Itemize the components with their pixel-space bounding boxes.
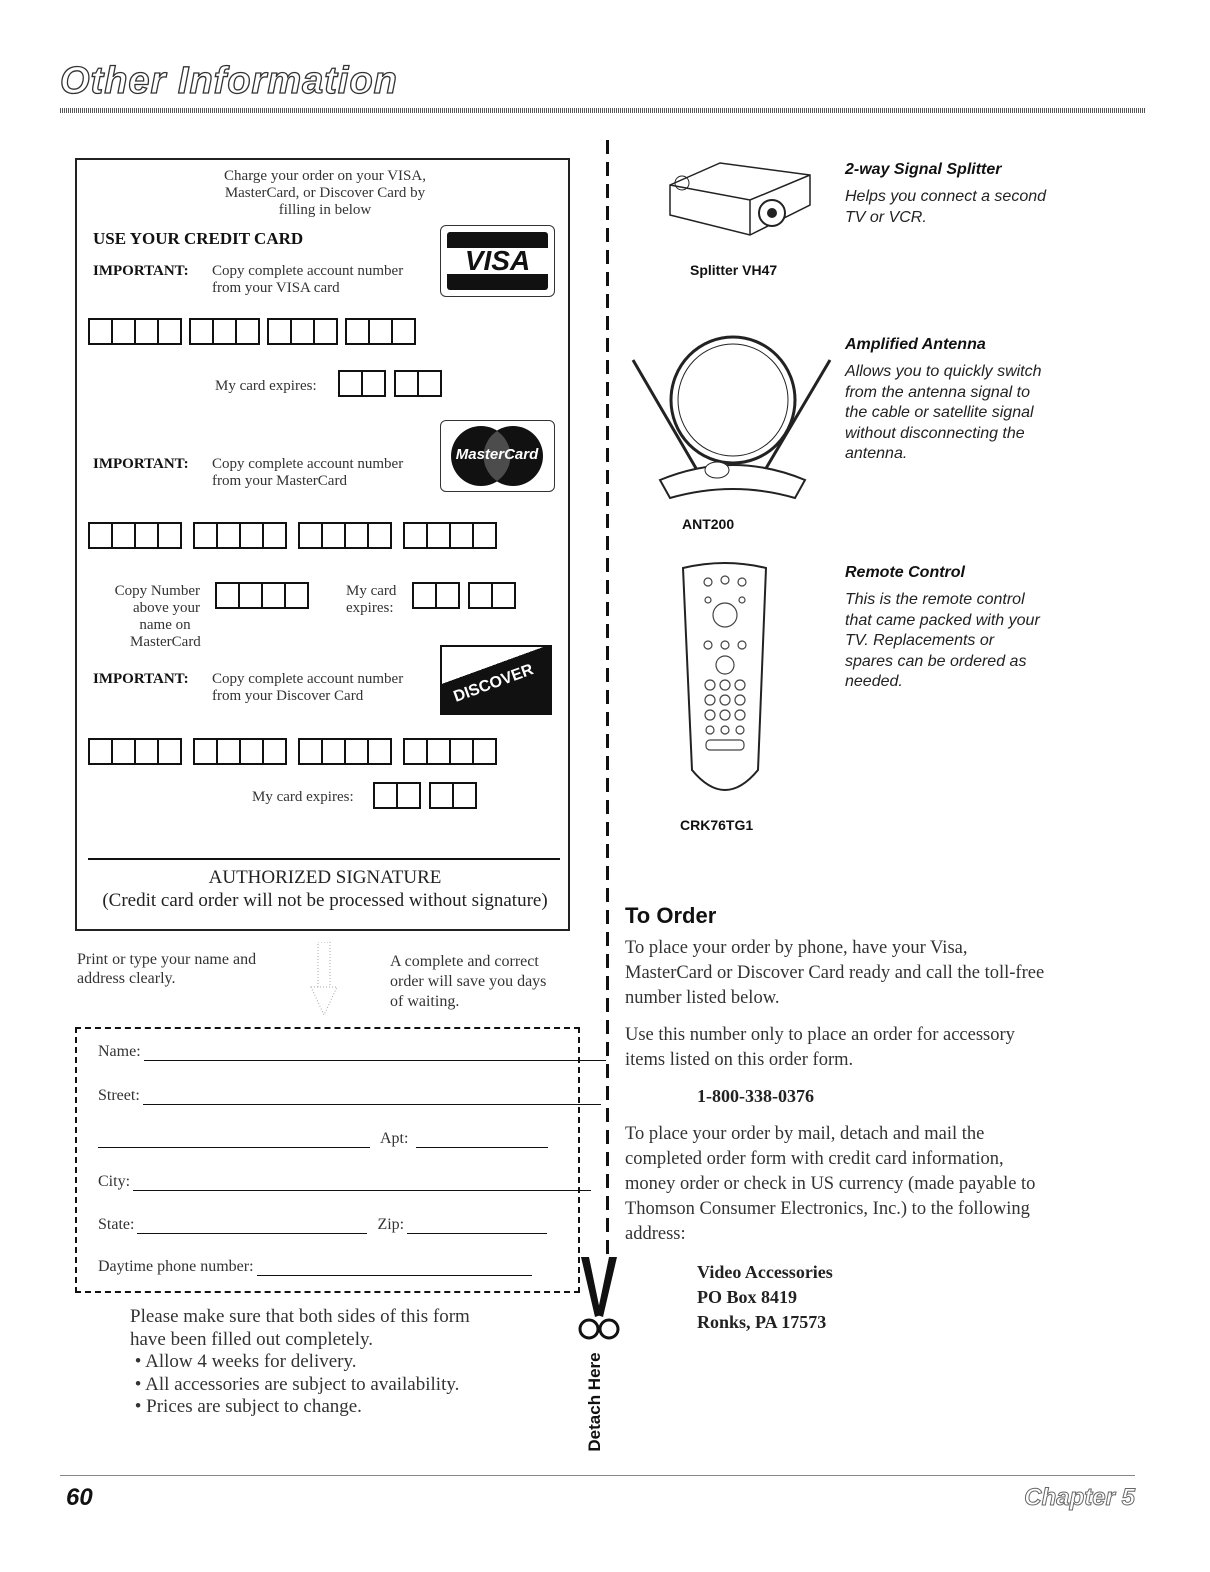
bullet-text: Allow 4 weeks for delivery. (145, 1351, 357, 1372)
usage-paragraph (625, 1023, 1015, 1073)
text-line: from your VISA card (212, 280, 340, 296)
product-description (845, 590, 1040, 693)
field-label: Zip: (377, 1216, 405, 1233)
bullet-item: • Prices are subject to change. (130, 1396, 362, 1417)
chapter-label: Chapter 5 (1024, 1484, 1135, 1511)
signature-note: (Credit card order will not be processed without signature) (102, 890, 548, 911)
splitter-image (660, 145, 830, 245)
digit-box[interactable] (111, 738, 136, 765)
text-line: above your (132, 600, 200, 616)
text-line: To place your order by mail, detach and mail the (625, 1124, 985, 1144)
discover-account-number[interactable] (88, 738, 508, 765)
mastercard-expiry[interactable] (412, 582, 524, 609)
phone-field[interactable] (98, 1258, 532, 1276)
text-line: PO Box 8419 (697, 1287, 798, 1307)
digit-box[interactable] (472, 522, 497, 549)
text-line: TV. Replacements or (845, 632, 995, 649)
text-line: Copy complete account number (212, 263, 404, 279)
product-description (845, 187, 1046, 228)
digit-group (345, 318, 414, 345)
digit-box[interactable] (134, 522, 159, 549)
bullet-text: All accessories are subject to availability. (145, 1373, 460, 1395)
digit-box[interactable] (298, 738, 323, 765)
digit-group (403, 738, 495, 765)
digit-box[interactable] (189, 318, 214, 345)
visa-account-number[interactable] (88, 318, 423, 345)
important-label: IMPORTANT: (93, 671, 189, 687)
text-line: Print or type your name and (77, 951, 257, 968)
digit-box[interactable] (452, 782, 477, 809)
text-line: number listed below. (625, 988, 780, 1008)
digit-group (394, 370, 440, 397)
street-input[interactable] (143, 1103, 601, 1105)
signature-line[interactable] (88, 858, 560, 860)
digit-group (403, 522, 495, 549)
field-label: Apt: (380, 1130, 409, 1147)
mastercard-logo (440, 420, 555, 492)
text-line: from your MasterCard (212, 473, 347, 489)
digit-box[interactable] (344, 738, 369, 765)
digit-box[interactable] (88, 522, 113, 549)
digit-box[interactable] (88, 738, 113, 765)
street2-input[interactable] (98, 1146, 370, 1148)
digit-box[interactable] (449, 738, 474, 765)
my-card-expires-label (346, 583, 396, 617)
intro-line: Charge your order on your VISA, (224, 168, 426, 184)
text-line: Thomson Consumer Electronics, Inc.) to the following (625, 1199, 1030, 1219)
address-form (75, 1027, 580, 1293)
text-line: Copy Number (114, 583, 200, 599)
text-line: This is the remote control (845, 591, 1025, 608)
text-line: antenna. (845, 445, 908, 462)
page-title: Other Information (60, 60, 398, 102)
field-label: Name: (98, 1043, 141, 1060)
name-input[interactable] (144, 1059, 606, 1061)
down-arrow-icon (310, 942, 338, 1017)
digit-box[interactable] (238, 582, 263, 609)
digit-box[interactable] (417, 370, 442, 397)
text-line: Allows you to quickly switch (845, 363, 1042, 380)
digit-box[interactable] (321, 522, 346, 549)
digit-box[interactable] (216, 522, 241, 549)
discover-logo-text: DISCOVER (451, 661, 536, 706)
mastercard-instructions (212, 456, 403, 490)
visa-logo (440, 225, 555, 297)
digit-box[interactable] (373, 782, 398, 809)
discover-instructions (212, 671, 403, 705)
signature-label: AUTHORIZED SIGNATURE (208, 867, 442, 888)
scissors-icon (575, 1255, 623, 1350)
bullet-item: • All accessories are subject to availability. (130, 1373, 460, 1395)
text-line: Copy complete account number (212, 456, 404, 472)
visa-logo-text: VISA (447, 248, 548, 274)
digit-group (468, 582, 514, 609)
field-label: City: (98, 1173, 131, 1190)
text-line: items listed on this order form. (625, 1050, 854, 1070)
product-title: Remote Control (845, 564, 965, 581)
text-line: the cable or satellite signal (845, 404, 1034, 421)
product-title: Amplified Antenna (845, 336, 986, 353)
digit-box[interactable] (157, 318, 182, 345)
digit-box[interactable] (468, 582, 493, 609)
visa-instructions (212, 263, 403, 297)
digit-box[interactable] (429, 782, 454, 809)
text-line: Copy complete account number (212, 671, 404, 687)
digit-box[interactable] (412, 582, 437, 609)
digit-group (267, 318, 336, 345)
text-line: that came packed with your (845, 611, 1040, 629)
digit-box[interactable] (449, 522, 474, 549)
digit-box[interactable] (321, 738, 346, 765)
text-line: without disconnecting the (845, 424, 1025, 442)
digit-box[interactable] (157, 522, 182, 549)
digit-box[interactable] (491, 582, 516, 609)
visa-expiry[interactable] (338, 370, 450, 397)
apt-input[interactable] (416, 1146, 548, 1148)
cut-line (606, 140, 609, 1255)
header-rule (60, 108, 1145, 113)
mailing-address (697, 1260, 833, 1335)
phone-order-paragraph (625, 936, 1044, 1011)
digit-group (88, 522, 180, 549)
city-input[interactable] (133, 1189, 591, 1191)
digit-box[interactable] (262, 522, 287, 549)
text-line: My card (346, 583, 397, 599)
digit-box[interactable] (313, 318, 338, 345)
digit-box[interactable] (396, 782, 421, 809)
field-label: State: (98, 1216, 135, 1233)
digit-box[interactable] (193, 738, 218, 765)
digit-group (88, 738, 180, 765)
form-notes (130, 1306, 470, 1419)
digit-group (193, 522, 285, 549)
text-line: name on (139, 617, 191, 633)
field-label: Street: (98, 1087, 140, 1104)
complete-order-note (390, 952, 546, 1012)
phone-input[interactable] (257, 1274, 532, 1276)
to-order-heading: To Order (625, 903, 717, 928)
digit-box[interactable] (111, 522, 136, 549)
text-line: Video Accessories (697, 1262, 833, 1282)
product-label: ANT200 (682, 516, 735, 532)
credit-card-intro (130, 168, 520, 219)
digit-box[interactable] (426, 738, 451, 765)
digit-group (215, 582, 307, 609)
mail-order-paragraph (625, 1122, 1035, 1247)
digit-box[interactable] (235, 318, 260, 345)
digit-box[interactable] (344, 522, 369, 549)
discover-logo (440, 645, 552, 715)
product-label: Splitter VH47 (690, 262, 778, 278)
digit-box[interactable] (262, 738, 287, 765)
digit-box[interactable] (88, 318, 113, 345)
digit-box[interactable] (239, 522, 264, 549)
mastercard-copy-number[interactable] (215, 582, 320, 609)
text-line: from your Discover Card (212, 688, 364, 704)
zip-input[interactable] (407, 1232, 547, 1234)
digit-box[interactable] (284, 582, 309, 609)
text-line: Use this number only to place an order for accessory (625, 1025, 1015, 1045)
expires-label: My card expires: (215, 378, 317, 394)
expires-label: My card expires: (252, 789, 354, 805)
text-line: address clearly. (77, 970, 176, 987)
text-line: order will save you days (390, 973, 547, 990)
digit-box[interactable] (157, 738, 182, 765)
text-line: expires: (346, 600, 394, 616)
antenna-image (625, 330, 835, 505)
digit-group (373, 782, 419, 809)
phone-number: 1-800-338-0376 (697, 1086, 814, 1106)
digit-box[interactable] (426, 522, 451, 549)
intro-line: filling in below (278, 202, 372, 218)
digit-box[interactable] (391, 318, 416, 345)
product-label: CRK76TG1 (680, 817, 754, 833)
text-line: Helps you connect a second (845, 188, 1047, 205)
state-zip-field[interactable] (98, 1216, 547, 1234)
footer-rule (60, 1475, 1135, 1476)
digit-box[interactable] (290, 318, 315, 345)
print-instructions (77, 950, 256, 988)
bullet-text: Prices are subject to change. (146, 1396, 362, 1417)
text-line: have been filled out completely. (130, 1328, 374, 1350)
remote-control-image (678, 560, 773, 805)
digit-box[interactable] (193, 522, 218, 549)
apt-field[interactable] (98, 1130, 548, 1148)
digit-group (338, 370, 384, 397)
discover-expiry[interactable] (373, 782, 485, 809)
digit-box[interactable] (368, 318, 393, 345)
digit-box[interactable] (216, 738, 241, 765)
signature-block (75, 866, 575, 912)
page-number: 60 (66, 1484, 93, 1511)
text-line: needed. (845, 673, 903, 690)
digit-box[interactable] (239, 738, 264, 765)
city-field[interactable] (98, 1173, 591, 1191)
digit-box[interactable] (267, 318, 292, 345)
digit-group (412, 582, 458, 609)
text-line: money order or check in US currency (made payable to (625, 1174, 1036, 1194)
digit-box[interactable] (361, 370, 386, 397)
digit-box[interactable] (367, 522, 392, 549)
digit-box[interactable] (134, 318, 159, 345)
digit-box[interactable] (338, 370, 363, 397)
text-line: from the antenna signal to (845, 383, 1031, 401)
text-line: of waiting. (390, 993, 460, 1010)
digit-box[interactable] (111, 318, 136, 345)
mastercard-logo-text: MasterCard (455, 446, 539, 463)
text-line: address: (625, 1224, 686, 1244)
text-line: Please make sure that both sides of this form (130, 1306, 470, 1327)
important-label: IMPORTANT: (93, 263, 189, 279)
digit-box[interactable] (394, 370, 419, 397)
state-input[interactable] (137, 1232, 367, 1234)
digit-box[interactable] (261, 582, 286, 609)
digit-box[interactable] (472, 738, 497, 765)
bullet-item: • Allow 4 weeks for delivery. (130, 1351, 357, 1372)
digit-group (429, 782, 475, 809)
text-line: completed order form with credit card information, (625, 1149, 1004, 1169)
digit-box[interactable] (403, 522, 428, 549)
text-line: TV or VCR. (845, 208, 927, 226)
text-line: spares can be ordered as (845, 652, 1027, 670)
digit-box[interactable] (134, 738, 159, 765)
text-line: MasterCard (130, 634, 201, 650)
detach-here-label: Detach Here (585, 1352, 604, 1452)
street-field[interactable] (98, 1087, 601, 1105)
product-title: 2-way Signal Splitter (845, 161, 1002, 178)
text-line: To place your order by phone, have your Visa, (625, 938, 968, 958)
digit-box[interactable] (215, 582, 240, 609)
digit-box[interactable] (212, 318, 237, 345)
text-line: Ronks, PA 17573 (697, 1312, 827, 1332)
digit-box[interactable] (435, 582, 460, 609)
mastercard-account-number[interactable] (88, 522, 508, 549)
field-label: Daytime phone number: (98, 1258, 254, 1275)
copy-number-label (90, 583, 200, 651)
digit-group (88, 318, 180, 345)
digit-box[interactable] (403, 738, 428, 765)
text-line: MasterCard or Discover Card ready and call the toll-free (625, 963, 1045, 983)
digit-box[interactable] (298, 522, 323, 549)
important-label: IMPORTANT: (93, 456, 189, 472)
digit-group (298, 738, 390, 765)
text-line: A complete and correct (390, 953, 539, 970)
credit-card-heading: USE YOUR CREDIT CARD (93, 229, 304, 248)
digit-group (298, 522, 390, 549)
digit-box[interactable] (367, 738, 392, 765)
intro-line: MasterCard, or Discover Card by (224, 185, 426, 201)
digit-group (193, 738, 285, 765)
product-description (845, 362, 1042, 465)
digit-box[interactable] (345, 318, 370, 345)
digit-group (189, 318, 258, 345)
name-field[interactable] (98, 1043, 606, 1061)
